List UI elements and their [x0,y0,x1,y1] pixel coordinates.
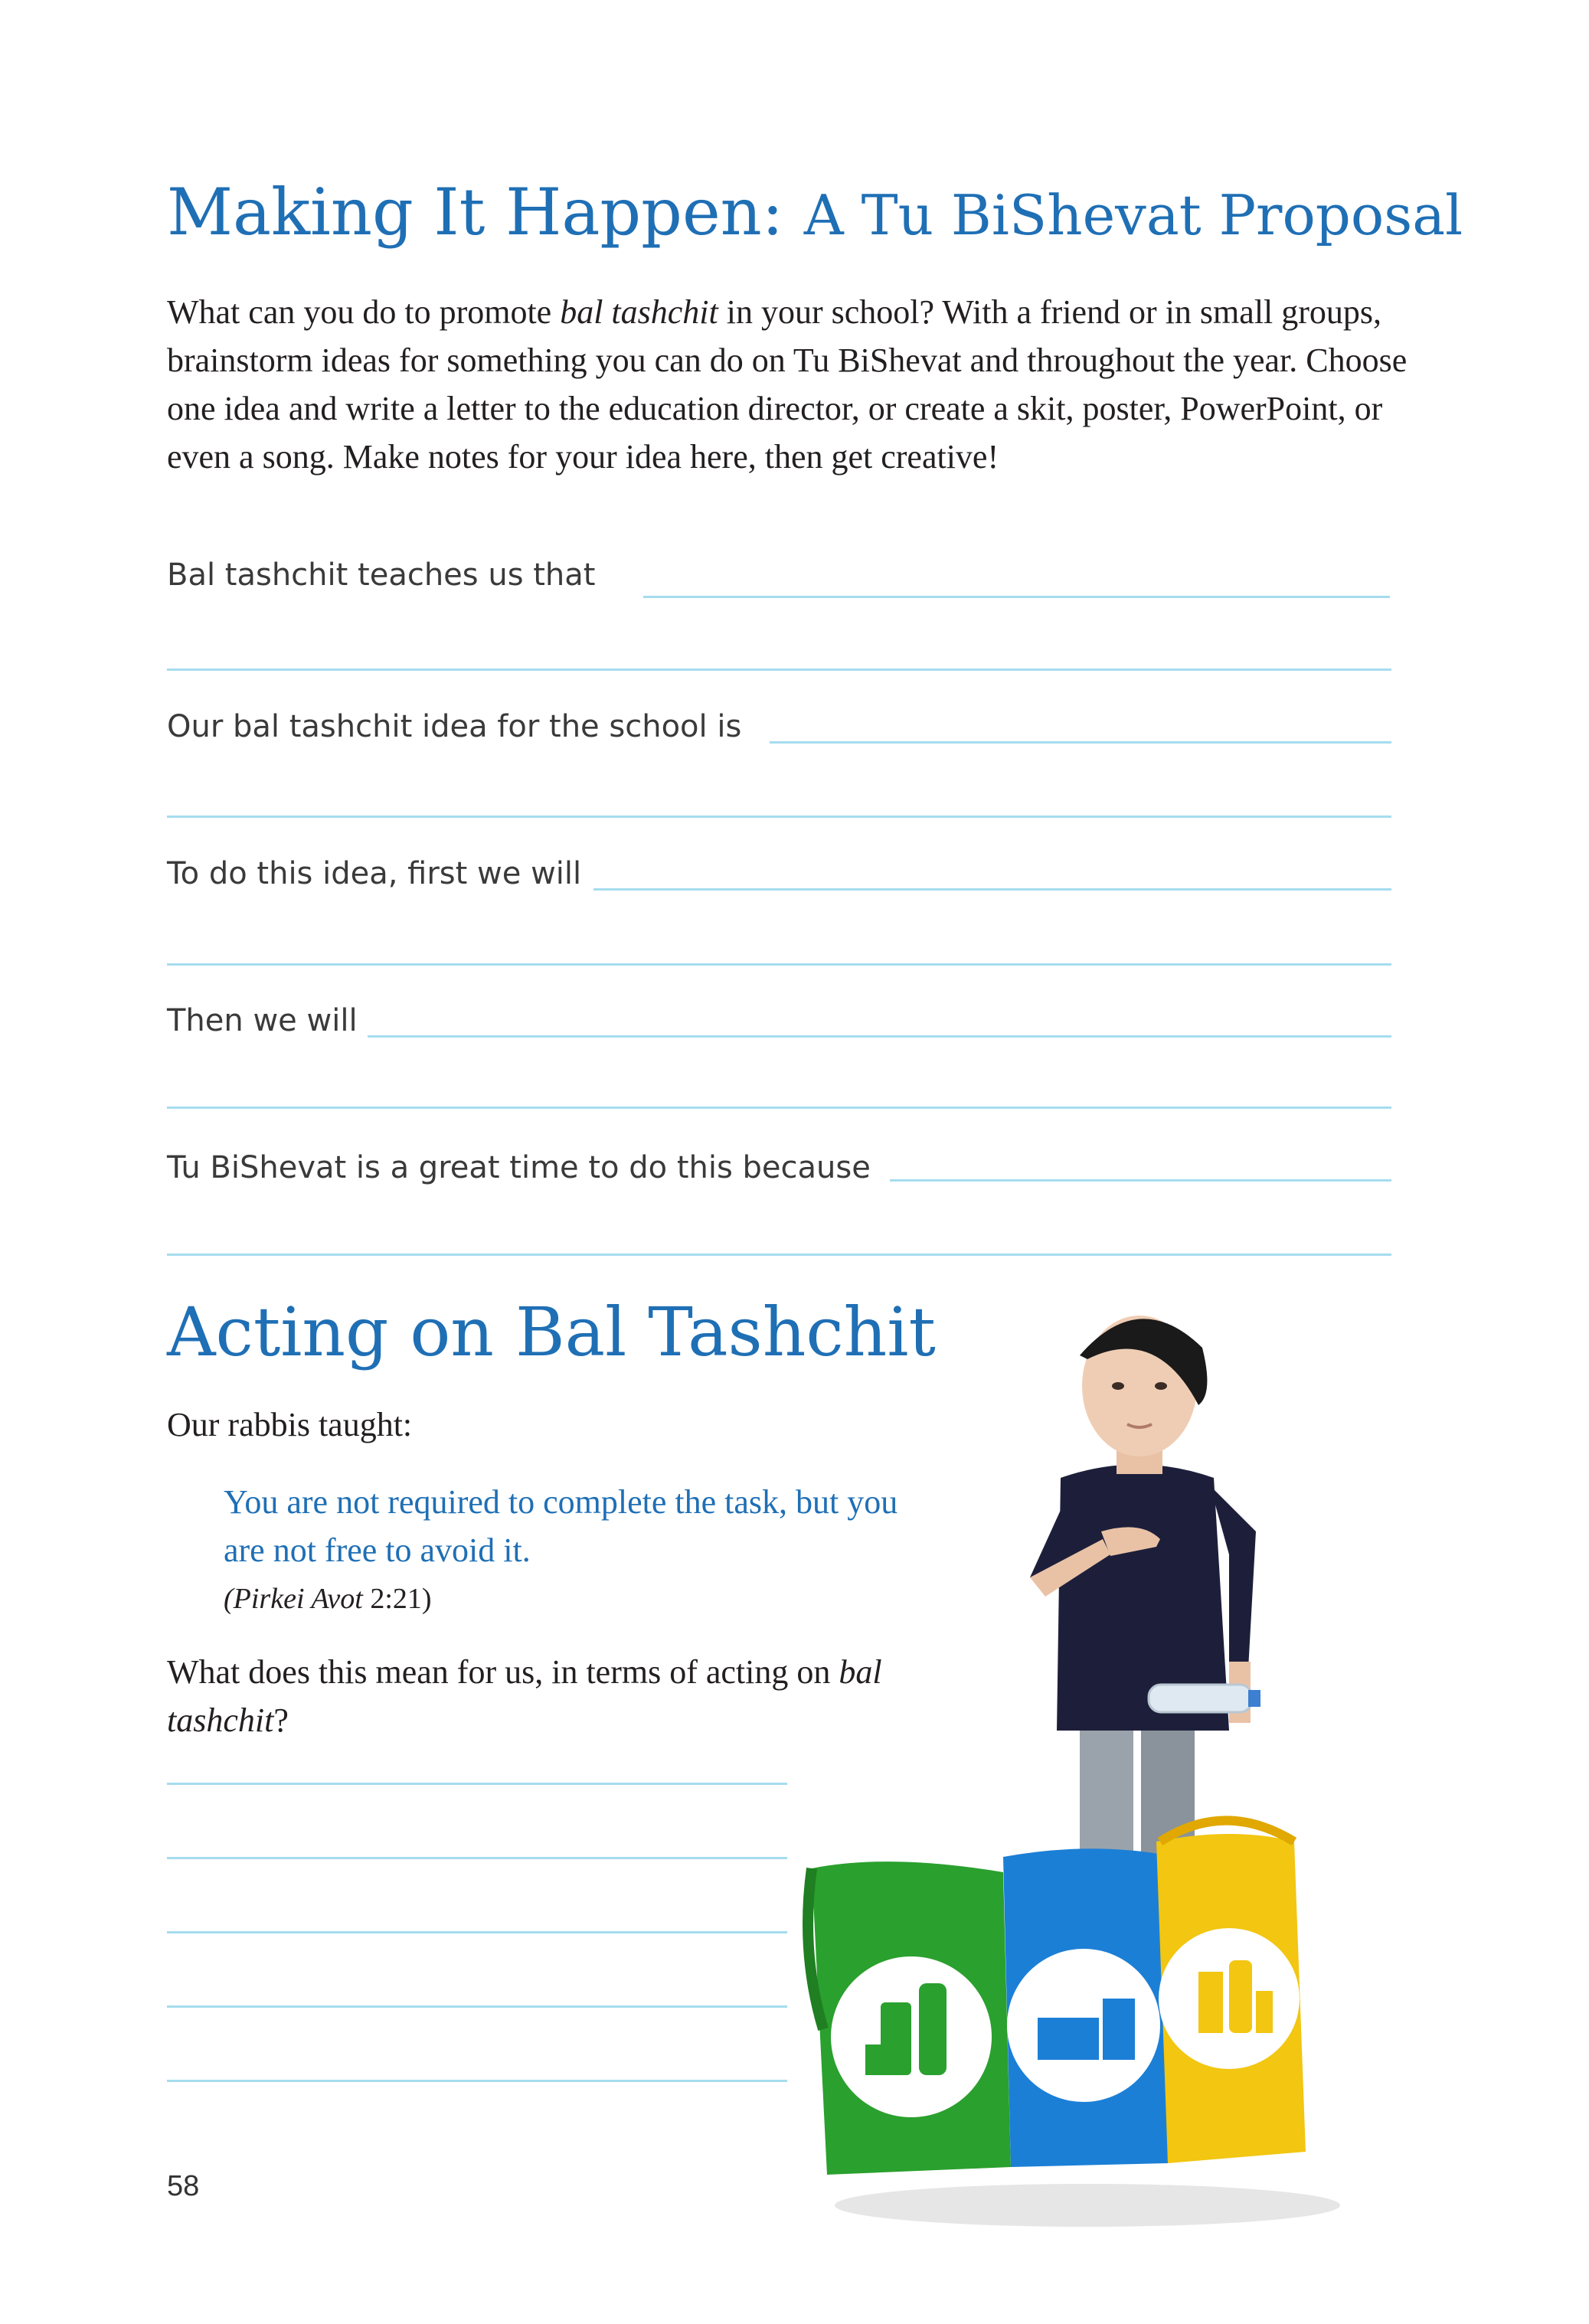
title-sub: A Tu BiShevat Proposal [803,183,1463,247]
writing-line[interactable] [890,1179,1391,1182]
writing-line[interactable] [167,668,1391,671]
rabbis-taught: Our rabbis taught: [167,1406,413,1443]
reflection-question: What does this mean for us, in terms of acting on bal tashchit? [167,1653,882,1739]
answer-line[interactable] [167,1931,787,1933]
section-title-acting: Acting on Bal Tashchit [167,1293,936,1371]
recycling-bags [808,1821,1306,2175]
writing-line[interactable] [167,1254,1391,1256]
answer-line[interactable] [167,1857,787,1859]
floor-shadow [835,2184,1340,2227]
title-main: Making It Happen: [167,175,784,250]
prompt-great-time-because: Tu BiShevat is a great time to do this because [167,1150,871,1185]
section-title-proposal [167,175,1463,250]
plastic-bottle [1149,1685,1252,1712]
writing-line[interactable] [167,963,1391,966]
writing-line[interactable] [643,596,1390,598]
boy-recycling-illustration [796,1302,1378,2236]
answer-line[interactable] [167,2080,787,2082]
writing-line[interactable] [770,741,1391,744]
prompt-then-we-will: Then we will [167,1003,358,1038]
quote-text: You are not required to complete the task, but you are not free to avoid it. [224,1483,898,1569]
prompt-teaches-us: Bal tashchit teaches us that [167,557,596,593]
bal-tashchit-term: bal tashchit [560,293,718,331]
prompt-idea-for-school: Our bal tashchit idea for the school is [167,709,742,744]
intro-paragraph: What can you do to promote bal tashchit in your school? With a friend or in small groups, brainstorm ideas for something you can do on Tu BiShevat and throughout the year. Choose one idea and write a letter to the education director, or create a skit, poster, PowerPoint, or even a song. Make notes for your idea here, then get creative! [167,293,1408,476]
answer-line[interactable] [167,1783,787,1785]
prompt-first-we-will: To do this idea, first we will [167,856,582,891]
writing-line[interactable] [593,888,1391,891]
answer-line[interactable] [167,2005,787,2008]
writing-line[interactable] [167,1106,1391,1109]
writing-line[interactable] [167,816,1391,818]
writing-line[interactable] [368,1035,1391,1038]
quote-citation: (Pirkei Avot 2:21) [224,1583,432,1615]
page-number: 58 [167,2170,200,2202]
